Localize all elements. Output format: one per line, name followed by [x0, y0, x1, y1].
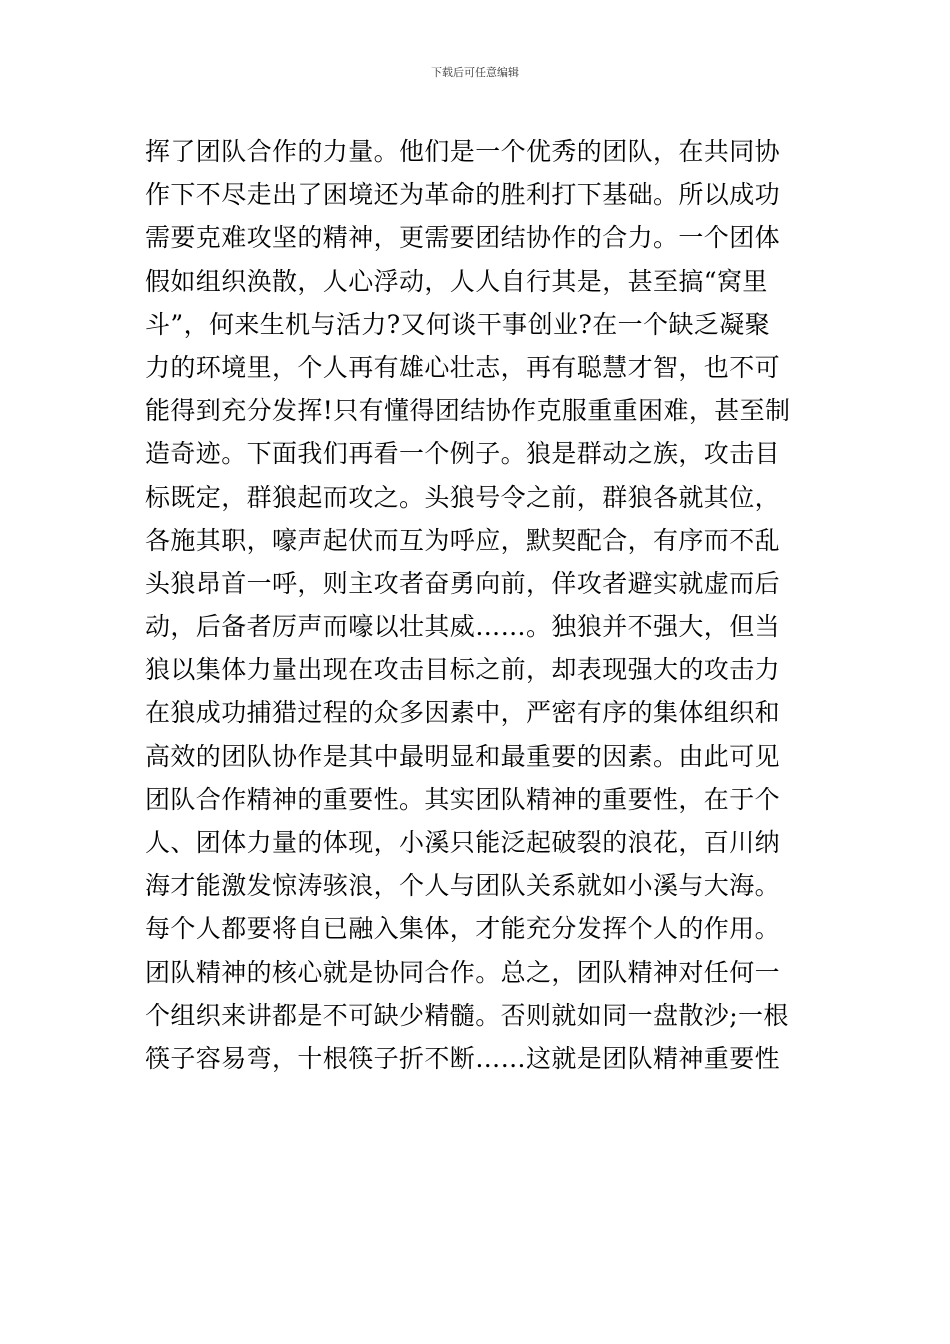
text-line: 各施其职，嚎声起伏而互为呼应，默契配合，有序而不乱	[145, 525, 781, 555]
text-line: 造奇迹。下面我们再看一个例子。狼是群动之族，攻击目	[145, 439, 781, 469]
text-line: 人、团体力量的体现，小溪只能泛起破裂的浪花，百川纳	[145, 828, 781, 857]
text-line: 挥了团队合作的力量。他们是一个优秀的团队，在共同协	[145, 137, 781, 166]
text-line: 动，后备者厉声而嚎以壮其威……。独狼并不强大，但当	[145, 612, 781, 642]
text-line: 作下不尽走出了困境还为革命的胜利打下基础。所以成功	[145, 180, 781, 210]
text-line: 筷子容易弯，十根筷子折不断……这就是团队精神重要性	[145, 1043, 781, 1073]
text-line: 高效的团队协作是其中最明显和最重要的因素。由此可见	[145, 741, 781, 771]
text-line: 在狼成功捕猎过程的众多因素中，严密有序的集体组织和	[145, 698, 781, 728]
text-line: 海才能激发惊涛骇浪，个人与团队关系就如小溪与大海。	[145, 871, 781, 901]
text-line: 能得到充分发挥!只有懂得团结协作克服重重困难，甚至制	[145, 396, 791, 426]
body-text	[145, 130, 825, 1080]
page-header: 下载后可任意编辑	[431, 66, 519, 79]
text-line: 力的环境里，个人再有雄心壮志，再有聪慧才智，也不可	[145, 352, 781, 382]
text-line: 斗”，何来生机与活力?又何谈干事创业?在一个缺乏凝聚	[145, 309, 770, 339]
text-line: 个组织来讲都是不可缺少精髓。否则就如同一盘散沙;一根	[145, 1000, 789, 1030]
text-line: 需要克难攻坚的精神，更需要团结协作的合力。一个团体	[145, 223, 781, 253]
text-line: 假如组织涣散，人心浮动，人人自行其是，甚至搞“窝里	[145, 266, 768, 296]
text-line: 标既定，群狼起而攻之。头狼号令之前，群狼各就其位，	[145, 482, 781, 512]
text-line: 团队精神的核心就是协同合作。总之，团队精神对任何一	[145, 957, 781, 987]
text-line: 每个人都要将自已融入集体，才能充分发挥个人的作用。	[145, 914, 781, 944]
text-line: 头狼昂首一呼，则主攻者奋勇向前，佯攻者避实就虚而后	[145, 568, 781, 598]
text-line: 狼以集体力量出现在攻击目标之前，却表现强大的攻击力	[145, 655, 781, 685]
text-line: 团队合作精神的重要性。其实团队精神的重要性，在于个	[145, 784, 781, 814]
